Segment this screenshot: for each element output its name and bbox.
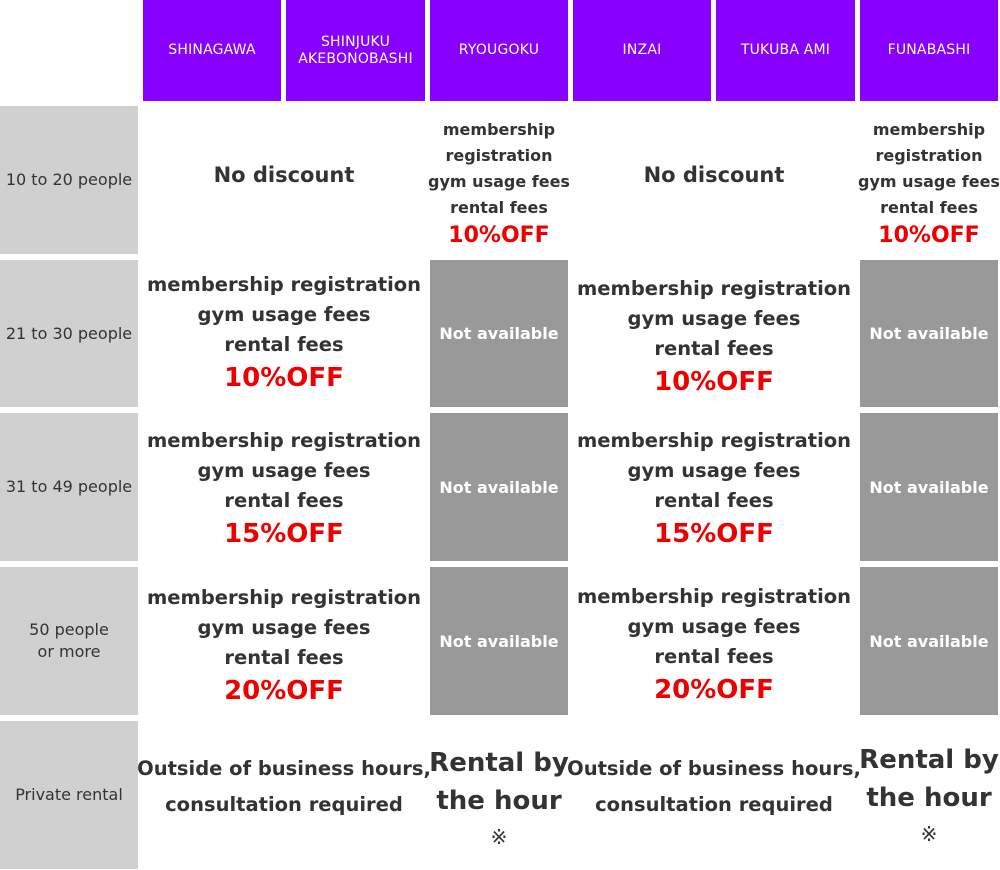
row-label-private-rental: Private rental <box>0 721 138 869</box>
header-tukuba-ami: TUKUBA AMI <box>716 0 855 101</box>
header-shinjuku-akebonobashi: SHINJUKU AKEBONOBASHI <box>286 0 425 101</box>
discount-inzai-21-30: membership registration gym usage fees rental fees 10%OFF <box>576 277 852 397</box>
no-discount-inzai-tukuba: No discount <box>643 163 785 187</box>
discount-shinagawa-31-49: membership registration gym usage fees rental fees 15%OFF <box>146 429 422 549</box>
no-discount-shinagawa-shinjuku: No discount <box>213 163 355 187</box>
header-ryougoku: RYOUGOKU <box>430 0 568 101</box>
not-available-funabashi-21-30: Not available <box>860 260 998 407</box>
note-mark: ※ <box>490 825 508 849</box>
row-label-21-30: 21 to 30 people <box>0 260 138 407</box>
row-label-31-49: 31 to 49 people <box>0 413 138 561</box>
row-label-50-plus: 50 people or more <box>0 567 138 715</box>
private-rental-ryougoku: Rental by the hour ※ <box>430 744 568 854</box>
not-available-funabashi-50-plus: Not available <box>860 567 998 715</box>
discount-inzai-50-plus: membership registration gym usage fees rental fees 20%OFF <box>576 585 852 705</box>
private-rental-shinagawa-shinjuku: Outside of business hours, consultation required <box>137 757 431 816</box>
not-available-ryougoku-50-plus: Not available <box>430 567 568 715</box>
not-available-ryougoku-21-30: Not available <box>430 260 568 407</box>
discount-inzai-31-49: membership registration gym usage fees rental fees 15%OFF <box>576 429 852 549</box>
note-mark: ※ <box>920 822 938 846</box>
private-rental-funabashi: Rental by the hour ※ <box>860 741 998 851</box>
private-rental-inzai-tukuba: Outside of business hours, consultation required <box>567 757 861 816</box>
discount-funabashi-10-20: membership registration gym usage fees rental fees 10%OFF <box>858 120 1000 248</box>
discount-shinagawa-21-30: membership registration gym usage fees rental fees 10%OFF <box>146 273 422 393</box>
row-label-10-20: 10 to 20 people <box>0 106 138 254</box>
discount-ryougoku-10-20: membership registration gym usage fees rental fees 10%OFF <box>428 120 570 248</box>
not-available-funabashi-31-49: Not available <box>860 413 998 561</box>
not-available-ryougoku-31-49: Not available <box>430 413 568 561</box>
discount-shinagawa-50-plus: membership registration gym usage fees rental fees 20%OFF <box>146 586 422 706</box>
header-shinagawa: SHINAGAWA <box>143 0 281 101</box>
header-inzai: INZAI <box>573 0 711 101</box>
header-funabashi: FUNABASHI <box>860 0 998 101</box>
